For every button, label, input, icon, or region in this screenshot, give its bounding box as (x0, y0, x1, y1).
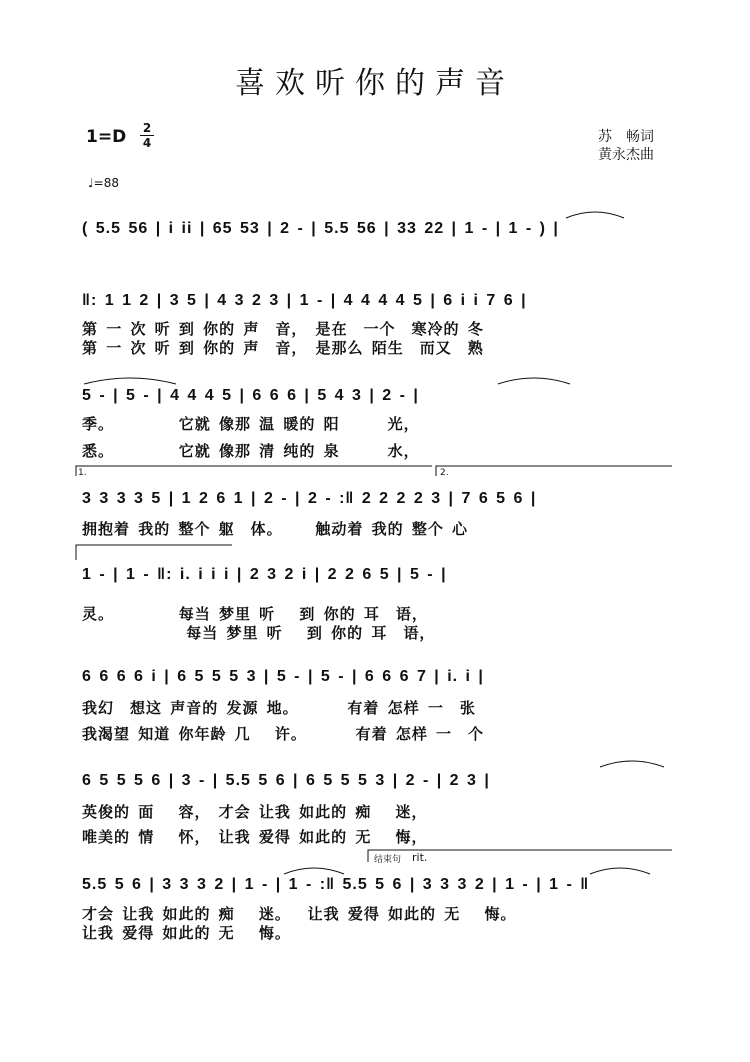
volta-bracket-2 (436, 466, 672, 476)
volta-2-label: 2. (440, 468, 449, 478)
tie (84, 378, 176, 384)
tie (284, 868, 344, 874)
lyric-line: 让我 爱得 如此的 无 悔。 (82, 924, 291, 942)
notation-line: 3 3 3 3 5 | 1 2 6 1 | 2 - | 2 - :‖ 2 2 2 2 3 | 7 6 5 6 | (82, 490, 537, 507)
lyricist-credit: 苏 畅词 (598, 129, 654, 145)
rit-marking: rit. (412, 851, 428, 864)
lyric-line: 我幻 想这 声音的 发源 地。 有着 怎样 一 张 (82, 699, 476, 717)
notation-line: 1 - | 1 - ‖: i. i i i | 2 3 2 i | 2 2 6 5 | 5 - | (82, 566, 447, 583)
notation-line: 5.5 5 6 | 3 3 3 2 | 1 - | 1 - :‖ 5.5 5 6 | 3 3 3 2 | 1 - | 1 - ‖ (82, 876, 590, 893)
lyric-line: 第 一 次 听 到 你的 声 音， 是那么 陌生 而又 熟 (82, 339, 484, 357)
notation-line: 6 5 5 5 6 | 3 - | 5.5 5 6 | 6 5 5 5 3 | 2 - | 2 3 | (82, 772, 490, 789)
tie (498, 378, 570, 384)
lyric-line: 灵。 每当 梦里 听 到 你的 耳 语， (82, 605, 428, 623)
volta-bracket-1 (76, 466, 432, 476)
lyric-line: 季。 它就 像那 温 暖的 阳 光， (82, 415, 420, 433)
lyric-line: 唯美的 情 怀， 让我 爱得 如此的 无 悔， (82, 828, 428, 846)
coda-label: 结束句 (374, 855, 402, 865)
volta-1-label: 1. (78, 468, 87, 478)
tie (600, 761, 664, 767)
notation-line: 5 - | 5 - | 4 4 4 5 | 6 6 6 | 5 4 3 | 2 - | (82, 387, 419, 404)
lyric-line: 拥抱着 我的 整个 躯 体。 触动着 我的 整个 心 (82, 520, 469, 538)
lyric-line: 英俊的 面 容， 才会 让我 如此的 痴 迷， (82, 803, 428, 821)
key-signature: 1=D (86, 127, 127, 147)
lyric-line: 第 一 次 听 到 你的 声 音， 是在 一个 寒冷的 冬 (82, 320, 484, 338)
tie (566, 212, 624, 218)
lyric-line: 悉。 它就 像那 清 纯的 泉 水， (82, 442, 420, 460)
song-title: 喜欢听你的声音 (235, 66, 515, 101)
lyric-line: 我渴望 知道 你年龄 几 许。 有着 怎样 一 个 (82, 725, 485, 743)
notation-line: ( 5.5 56 | i ii | 65 53 | 2 - | 5.5 56 | 33 22 | 1 - | 1 - ) | (82, 220, 559, 237)
coda-bracket (368, 850, 672, 862)
tempo-marking: ♩=88 (88, 176, 119, 190)
volta-bracket-end (76, 545, 232, 560)
lyric-line: 每当 梦里 听 到 你的 耳 语， (82, 624, 436, 642)
notation-line: ‖: 1 1 2 | 3 5 | 4 3 2 3 | 1 - | 4 4 4 4 5 | 6 i i 7 6 | (82, 292, 527, 309)
composer-credit: 黄永杰曲 (598, 147, 654, 163)
tie (590, 868, 650, 874)
time-signature-top: 2 (142, 121, 152, 135)
time-signature-bottom: 4 (142, 136, 152, 150)
lyric-line: 才会 让我 如此的 痴 迷。 让我 爱得 如此的 无 悔。 (82, 905, 517, 923)
notation-line: 6 6 6 6 i | 6 5 5 5 3 | 5 - | 5 - | 6 6 6 7 | i. i | (82, 668, 484, 685)
